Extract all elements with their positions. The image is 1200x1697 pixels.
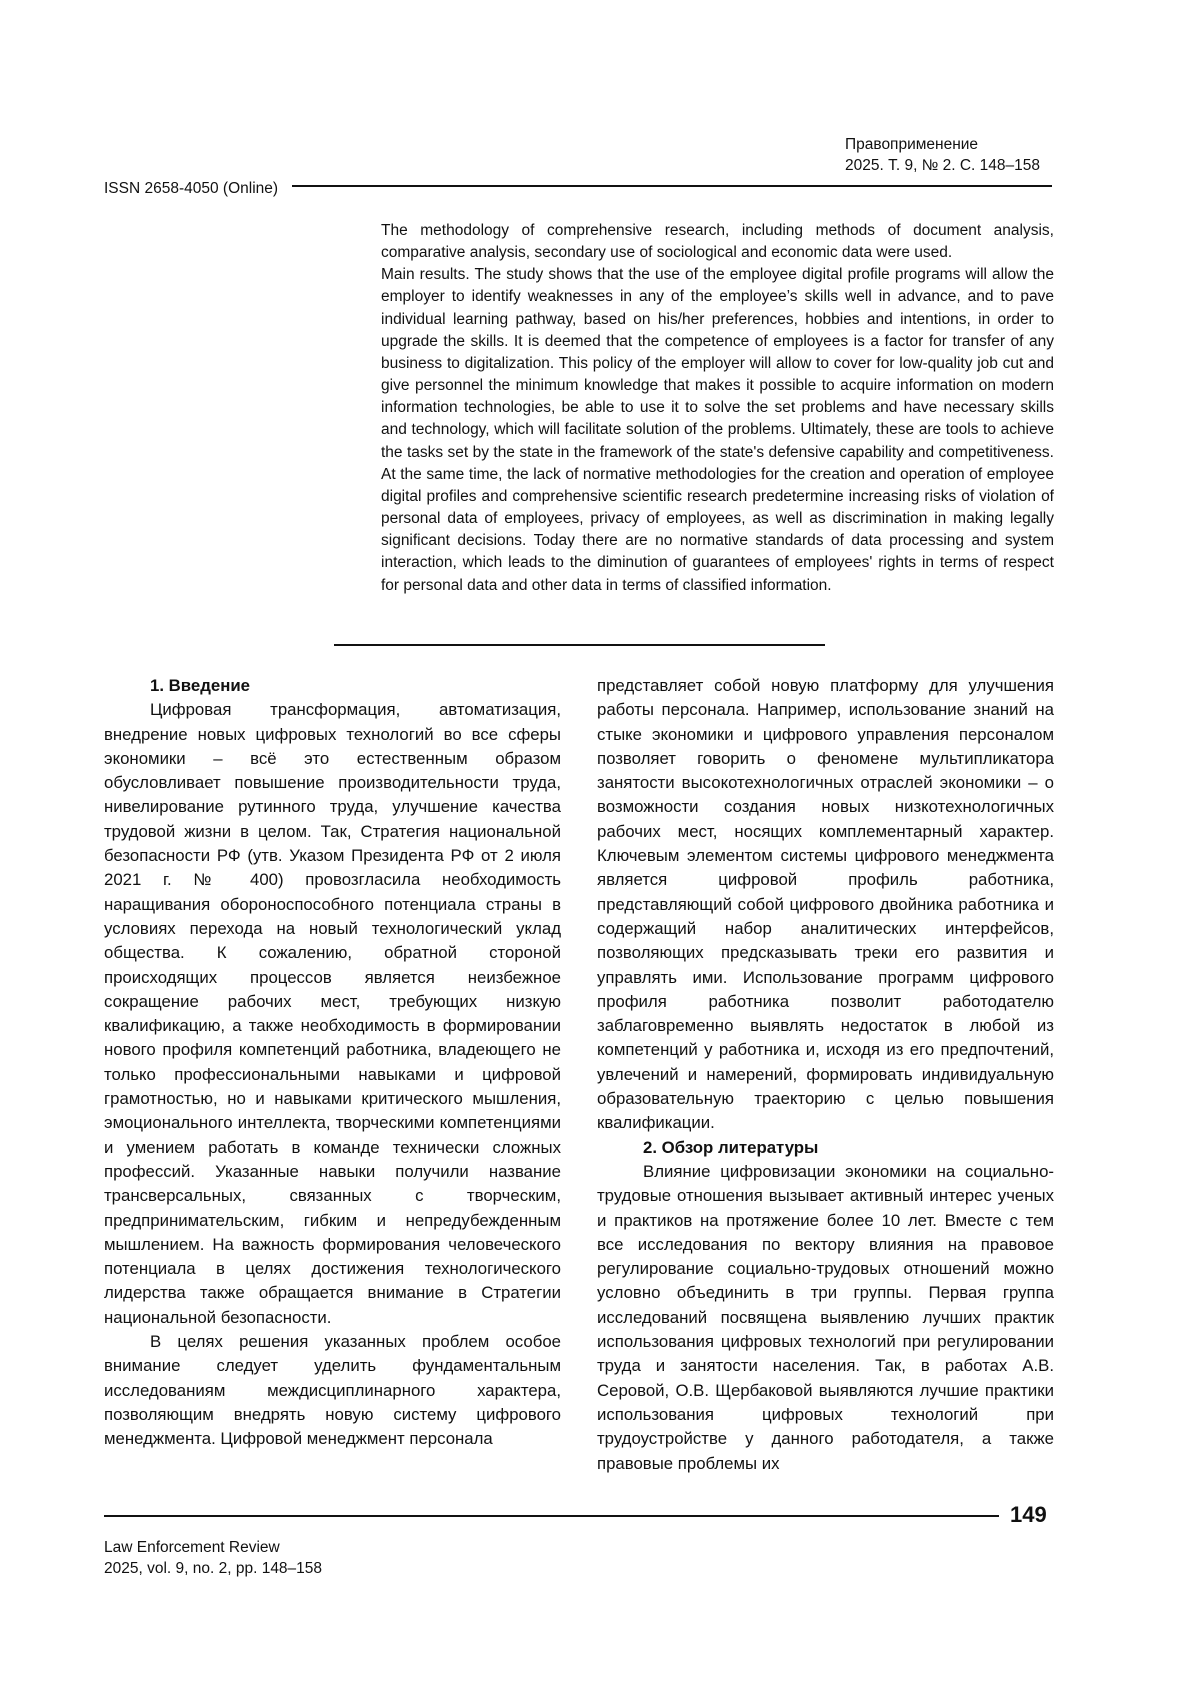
intro-paragraph-1: Цифровая трансформация, автоматизация, внедрение новых цифровых технологий во все сферы экономики – всё это естественным образом обусловливает повышение производительности труда, нивелирование рутинного труда, улучшение качества трудовой жизни в целом. Так, Стратегия национальной безопасности РФ (утв. Указом Президента РФ от 2 июля 2021 г. № 400) провозгласила необходимость наращивания обороноспособного потенциала страны в условиях перехода на новый технологический уклад общества. К сожалению, обратной стороной происходящих процессов является неизбежное сокращение рабочих мест, требующих низкую квалификацию, а также необходимость в формировании нового профиля компетенций работника, владеющего не только профессиональными навыками и цифровой грамотностью, но и навыками критического мышления, эмоционального интеллекта, творческими компетенциями и умением работать в команде технически сложных профессий. Указанные навыки получили название трансверсальных, связанных с творческим, предпринимательским, гибким и непредубежденным мышлением. На важность формирования человеческого потенциала в целях достижения технологического лидерства также обращается внимание в Стратегии национальной безопасности. [104, 700, 561, 1327]
right-column [597, 674, 1054, 1509]
issue-info-ru: 2025. Т. 9, № 2. С. 148–158 [845, 157, 1041, 174]
issn-label: ISSN 2658-4050 (Online) [104, 180, 279, 197]
intro-paragraph-2-continued: представляет собой новую платформу для улучшения работы персонала. Например, использование знаний на стыке экономики и цифрового управления персоналом позволяет говорить о феномене мультипликатора занятости высокотехнологичных отраслей экономики – о возможности создания новых низкотехнологичных рабочих мест, носящих комплементарный характер. Ключевым элементом системы цифрового менеджмента является цифровой профиль работника, представляющий собой цифрового двойника работника и содержащий набор аналитических интерфейсов, позволяющих предсказывать треки его развития и управлять ими. Использование программ цифрового профиля работника позволит работодателю заблаговременно выявлять недостаток в любой из компетенций у работника и, исходя из его предпочтений, увлечений и намерений, формировать индивидуальную образовательную траекторию с целью повышения квалификации. [597, 676, 1054, 1133]
literature-heading: 2. Обзор литературы [643, 1137, 819, 1157]
running-footer-en [104, 1537, 322, 1579]
abstract-methodology: The methodology of comprehensive research, including methods of document analysis, comparative analysis, secondary use of sociological and economic data were used. [381, 222, 1054, 262]
journal-title-en: Law Enforcement Review [104, 1539, 280, 1556]
journal-title-ru: Правоприменение [845, 136, 979, 153]
running-header-ru [845, 134, 1145, 176]
abstract-main-results: Main results. The study shows that the use of the employee digital profile programs will allow the employer to identify weaknesses in any of the employee’s skills well in advance, and to pave individual learning pathway, based on his/her preferences, hobbies and intentions, in order to upgrade the skills. It is deemed that the competence of employees is a factor for transfer of any business to digitalization. This policy of the employer will allow to cover for low-quality job cut and give personnel the minimum knowledge that makes it possible to acquire information on modern information technologies, be able to use it to solve the set problems and have necessary skills and technology, which will facilitate solution of the problems. Ultimately, these are tools to achieve the tasks set by the state in the framework of the state's defensive capability and competitiveness. At the same time, the lack of normative methodologies for the creation and operation of employee digital profiles and comprehensive scientific research predetermine increasing risks of violation of personal data of employees, privacy of employees, as well as discrimination in making legally significant decisions. Today there are no normative standards of data processing and system interaction, which leads to the diminution of guarantees of employees' rights in terms of respect for personal data and other data in terms of classified information. [381, 266, 1054, 594]
intro-heading: 1. Введение [150, 676, 250, 695]
literature-paragraph-1: Влияние цифровизации экономики на социально-трудовые отношения вызывает активный интерес ученых и практиков на протяжение более 10 лет. Вместе с тем все исследования по вектору влияния на правовое регулирование социально-трудовых отношений можно условно объединить в три группы. Первая группа исследований посвящена выявлению лучших практик использования цифровых технологий при регулировании труда и занятости населения. Так, в работах А.В. Серовой, О.В. Щербаковой выявляются лучшие практики использования цифровых технологий при трудоустройстве у данного работодателя, а также правовые проблемы их [597, 1161, 1054, 1473]
header-rule [292, 185, 1052, 187]
footer-rule [104, 1515, 999, 1517]
issue-info-en: 2025, vol. 9, no. 2, pp. 148–158 [104, 1560, 323, 1577]
abstract-block [381, 220, 1054, 597]
page-number: 149 [1010, 1502, 1047, 1527]
intro-paragraph-2-start: В целях решения указанных проблем особое внимание следует уделить фундаментальным исследованиям междисциплинарного характера, позволяющим внедрять новую систему цифрового менеджмента. Цифровой менеджмент персонала [104, 1332, 561, 1449]
abstract-separator [334, 644, 825, 646]
left-column [104, 674, 561, 1509]
